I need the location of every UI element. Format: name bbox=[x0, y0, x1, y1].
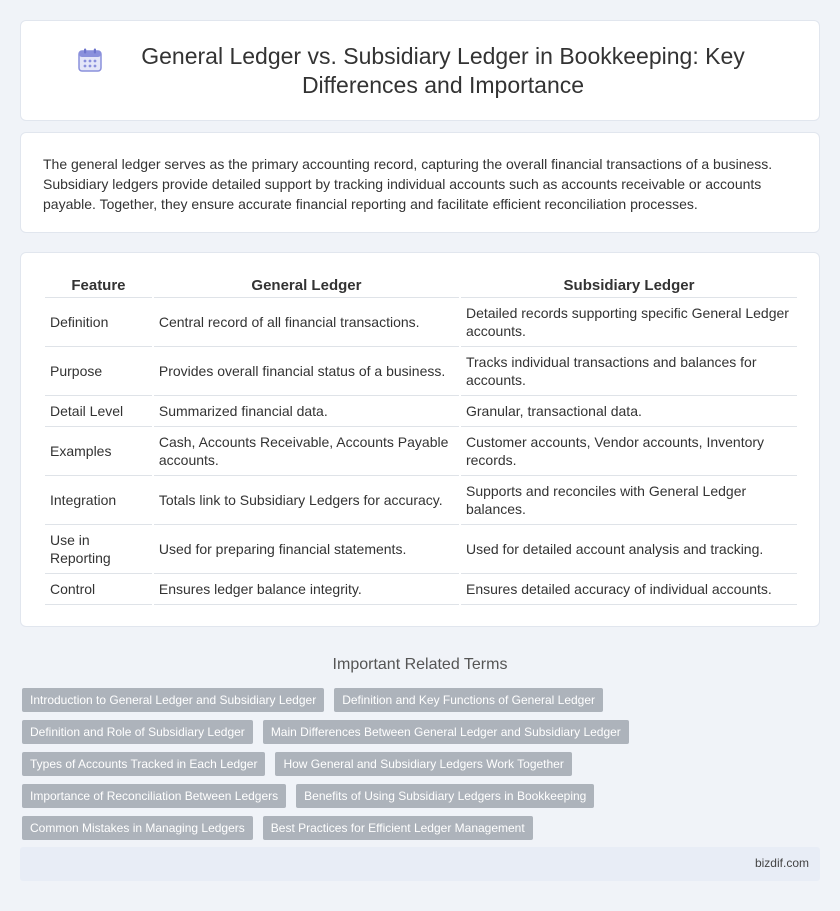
table-row bbox=[45, 298, 797, 347]
table-cell-subsidiary: Detailed records supporting specific General Ledger accounts. bbox=[461, 298, 797, 347]
related-terms-tags bbox=[0, 688, 660, 840]
table-cell-subsidiary: Customer accounts, Vendor accounts, Inventory records. bbox=[461, 427, 797, 476]
related-term-tag[interactable]: Definition and Key Functions of General Ledger bbox=[334, 688, 603, 712]
table-cell-feature: Detail Level bbox=[45, 396, 152, 427]
table-cell-subsidiary: Granular, transactional data. bbox=[461, 396, 797, 427]
related-term-tag[interactable]: Best Practices for Efficient Ledger Management bbox=[263, 816, 533, 840]
comparison-table-card bbox=[20, 252, 820, 627]
table-row bbox=[45, 427, 797, 476]
table-cell-feature: Integration bbox=[45, 476, 152, 525]
table-row bbox=[45, 525, 797, 574]
table-cell-feature: Definition bbox=[45, 298, 152, 347]
related-term-tag[interactable]: Types of Accounts Tracked in Each Ledger bbox=[22, 752, 265, 776]
related-term-tag[interactable]: Definition and Role of Subsidiary Ledger bbox=[22, 720, 253, 744]
table-cell-general: Cash, Accounts Receivable, Accounts Payable accounts. bbox=[154, 427, 459, 476]
table-header-feature: Feature bbox=[45, 273, 152, 298]
table-header-row bbox=[45, 273, 797, 298]
table-header-general-ledger: General Ledger bbox=[154, 273, 459, 298]
table-cell-subsidiary: Tracks individual transactions and balances for accounts. bbox=[461, 347, 797, 396]
table-cell-feature: Use in Reporting bbox=[45, 525, 152, 574]
table-cell-general: Central record of all financial transactions. bbox=[154, 298, 459, 347]
footer-bar bbox=[20, 847, 820, 881]
related-term-tag[interactable]: Main Differences Between General Ledger and Subsidiary Ledger bbox=[263, 720, 629, 744]
table-cell-feature: Control bbox=[45, 574, 152, 605]
related-term-tag[interactable]: Introduction to General Ledger and Subsidiary Ledger bbox=[22, 688, 324, 712]
table-cell-general: Ensures ledger balance integrity. bbox=[154, 574, 459, 605]
table-cell-subsidiary: Ensures detailed accuracy of individual accounts. bbox=[461, 574, 797, 605]
comparison-table bbox=[43, 273, 799, 605]
table-row bbox=[45, 574, 797, 605]
table-cell-general: Summarized financial data. bbox=[154, 396, 459, 427]
table-header-subsidiary-ledger: Subsidiary Ledger bbox=[461, 273, 797, 298]
footer-brand-link[interactable]: bizdif.com bbox=[754, 856, 809, 870]
table-cell-subsidiary: Used for detailed account analysis and tracking. bbox=[461, 525, 797, 574]
table-cell-feature: Examples bbox=[45, 427, 152, 476]
table-cell-general: Used for preparing financial statements. bbox=[154, 525, 459, 574]
calendar-icon bbox=[77, 47, 103, 73]
related-terms-title: Important Related Terms bbox=[332, 656, 508, 673]
page-title: General Ledger vs. Subsidiary Ledger in Bookkeeping: Key Differences and Importance bbox=[141, 42, 745, 98]
title-card bbox=[20, 20, 820, 121]
table-row bbox=[45, 347, 797, 396]
table-cell-feature: Purpose bbox=[45, 347, 152, 396]
table-cell-general: Provides overall financial status of a business. bbox=[154, 347, 459, 396]
table-row bbox=[45, 396, 797, 427]
intro-card bbox=[20, 132, 820, 233]
title-wrap bbox=[77, 42, 763, 100]
related-terms-section bbox=[0, 656, 840, 840]
table-cell-general: Totals link to Subsidiary Ledgers for accuracy. bbox=[154, 476, 459, 525]
related-term-tag[interactable]: Benefits of Using Subsidiary Ledgers in Bookkeeping bbox=[296, 784, 594, 808]
table-cell-subsidiary: Supports and reconciles with General Ledger balances. bbox=[461, 476, 797, 525]
related-term-tag[interactable]: How General and Subsidiary Ledgers Work Together bbox=[275, 752, 571, 776]
related-term-tag[interactable]: Common Mistakes in Managing Ledgers bbox=[22, 816, 253, 840]
intro-paragraph: The general ledger serves as the primary accounting record, capturing the overall financial transactions of a business. Subsidiary ledgers provide detailed support by tracking individual accounts such as accounts receivable or accounts payable. Together, they ensure accurate financial reporting and facilitate efficient reconciliation processes. bbox=[43, 156, 773, 212]
table-row bbox=[45, 476, 797, 525]
related-term-tag[interactable]: Importance of Reconciliation Between Ledgers bbox=[22, 784, 286, 808]
